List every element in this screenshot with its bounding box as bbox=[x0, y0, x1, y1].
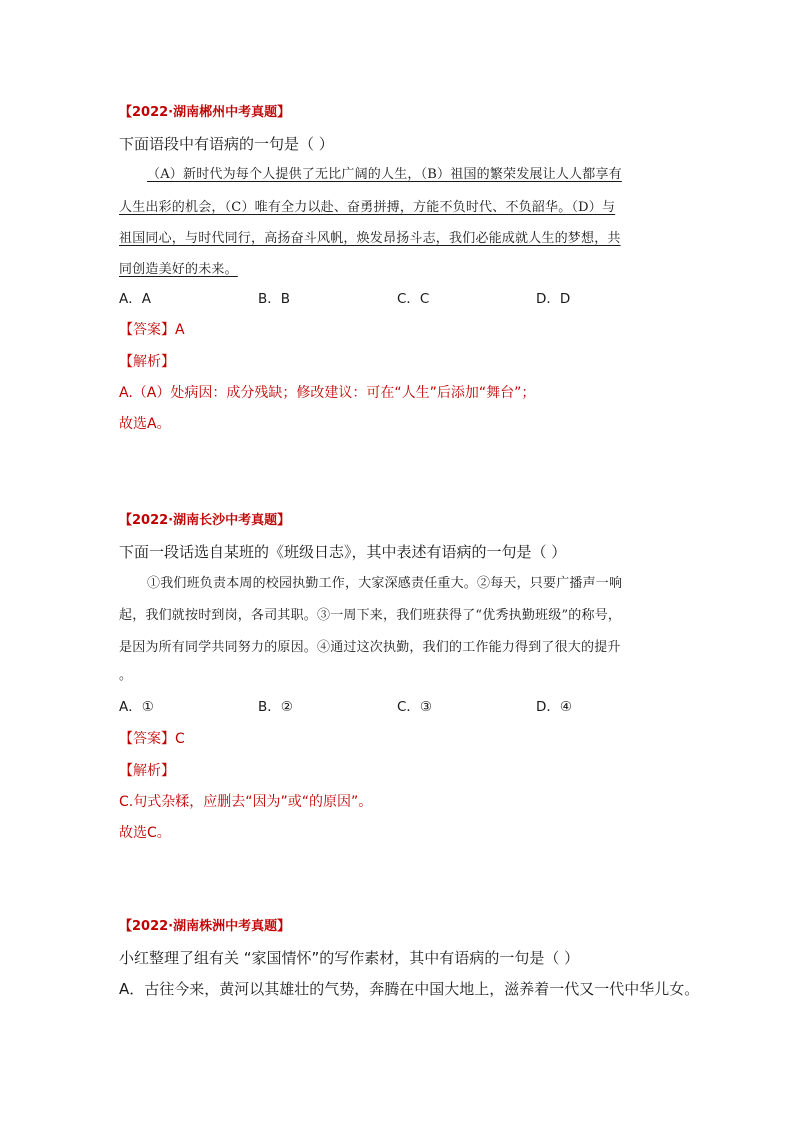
question-3-stem: 小红整理了组有关 “家国情怀”的写作素材，其中有语病的一句是（ ） bbox=[119, 949, 580, 967]
option-a: A．A bbox=[119, 291, 151, 307]
option-b: B．② bbox=[258, 699, 293, 715]
question-2-passage-line: 。 bbox=[119, 668, 133, 683]
question-3-option-a: A．古往今来，黄河以其雄壮的气势，奔腾在中国大地上，滋养着一代又一代中华儿女。 bbox=[119, 980, 700, 998]
question-2-answer: 【答案】C bbox=[119, 731, 185, 747]
option-d: D．④ bbox=[536, 699, 572, 715]
option-c: C．③ bbox=[397, 699, 433, 715]
question-2-passage-line: 起，我们就按时到岗，各司其职。③一周下来，我们班获得了“优秀执勤班级”的称号， bbox=[119, 608, 622, 623]
question-1-passage-line: 祖国同心，与时代同行，高扬奋斗风帆，焕发昂扬斗志，我们必能成就人生的梦想，共 bbox=[119, 231, 621, 246]
option-c: C．C bbox=[397, 291, 430, 307]
question-2-passage-line: 是因为所有同学共同努力的原因。④通过这次执勤，我们的工作能力得到了很大的提升 bbox=[119, 640, 621, 655]
question-1-stem: 下面语段中有语病的一句是（ ） bbox=[119, 135, 334, 153]
question-1-analysis-text: 故选A。 bbox=[119, 416, 171, 432]
question-1-header: 【2022·湖南郴州中考真题】 bbox=[119, 105, 291, 120]
question-1-analysis-label: 【解析】 bbox=[119, 354, 175, 370]
question-2-header: 【2022·湖南长沙中考真题】 bbox=[119, 513, 291, 528]
question-2-analysis-text: 故选C。 bbox=[119, 825, 171, 841]
option-a: A．① bbox=[119, 699, 154, 715]
question-2-analysis-label: 【解析】 bbox=[119, 763, 175, 779]
question-2-analysis-text: C.句式杂糅，应删去“因为”或“的原因”。 bbox=[119, 794, 373, 810]
question-1-answer: 【答案】A bbox=[119, 322, 185, 338]
question-3-header: 【2022·湖南株洲中考真题】 bbox=[119, 919, 291, 934]
question-2-stem: 下面一段话选自某班的《班级日志》，其中表述有语病的一句是（ ） bbox=[119, 543, 567, 561]
question-1-passage-line: 同创造美好的未来。 bbox=[119, 262, 238, 277]
question-2-passage-line: ①我们班负责本周的校园执勤工作，大家深感责任重大。②每天，只要广播声一响 bbox=[147, 576, 623, 591]
question-1-passage-line: 人生出彩的机会，（C）唯有全力以赴、奋勇拼搏，方能不负时代、不负韶华。（D）与 bbox=[119, 200, 616, 215]
question-1-passage-line: （A）新时代为每个人提供了无比广阔的人生，（B）祖国的繁荣发展让人人都享有 bbox=[147, 167, 622, 182]
question-1-analysis-text: A.（A）处病因：成分残缺；修改建议：可在“人生”后添加“舞台”； bbox=[119, 385, 536, 401]
option-d: D．D bbox=[536, 291, 571, 307]
option-b: B．B bbox=[258, 291, 291, 307]
